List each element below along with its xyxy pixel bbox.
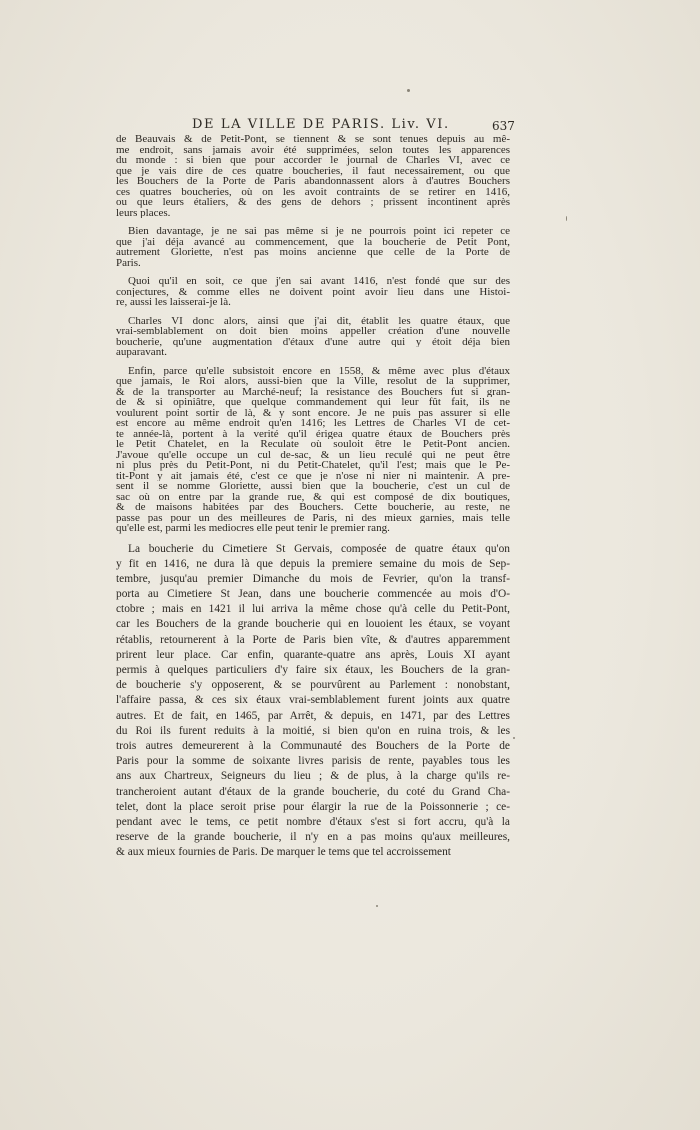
text-line: conjectures, & comme elles ne doivent point avoir lieu dans une Histoi- — [116, 286, 510, 297]
text-line: re, aussi les laisserai-je là. — [116, 297, 231, 308]
body-text — [116, 134, 510, 868]
text-line: Quoi qu'il en soit, ce que j'en sai avant 1416, n'est fondé que sur des — [128, 276, 510, 287]
text-line: prirent leur place. Car enfin, quarante-quatre ans après, Louis XI ayant — [116, 648, 510, 661]
text-line: autrement Gloriette, n'est pas moins ancienne que celle de la Porte de — [116, 247, 510, 258]
text-line: qu'elle est, parmi les mediocres elle peut tenir le premier rang. — [116, 523, 390, 534]
text-line: porta au Cimetiere St Jean, dans une boucherie commencée au mois d'O- — [116, 588, 510, 601]
paragraph — [116, 134, 510, 218]
text-line: pendant avec le tems, ce petit nombre d'étaux s'est si fort accru, qu'à la — [116, 815, 510, 828]
text-line: ans aux Chartreux, Seigneurs du lieu ; & de plus, à la charge qu'ils re- — [116, 770, 510, 783]
text-line: de Beauvais & de Petit-Pont, se tiennent & se sont tenues depuis au mê- — [116, 134, 510, 145]
text-line: & aux mieux fournies de Paris. De marquer le tems que tel accroissement — [116, 846, 451, 859]
text-line: l'affaire passa, & ces six étaux vrai-semblablement furent joints aux quatre — [116, 694, 510, 707]
text-line: que je vais dire de ces quatre boucheries, il faut necessairement, ou que — [116, 165, 510, 176]
text-line: leurs places. — [116, 207, 171, 218]
text-line: sent il se nomme Gloriette, aussi bien que la boucherie, c'est un cul de — [116, 481, 510, 492]
text-line: les Bouchers de la Porte de Paris abandonnassent alors à d'autres Bouchers — [116, 176, 510, 187]
running-title: DE LA VILLE DE PARIS. Liv. VI. — [192, 117, 450, 132]
text-line: Paris. — [116, 257, 141, 268]
paper-speck — [376, 905, 378, 907]
text-line: & de la transporter au Marché-neuf; la resistance des Bouchers fut si gran- — [116, 386, 510, 397]
text-line: ni plus près du Petit-Pont, ni du Petit-Chatelet, qu'il l'est; mais que le Pe- — [116, 460, 510, 471]
paragraph — [116, 542, 510, 861]
text-line: car les Bouchers de la grande boucherie qui en louoient les étaux, se voyant — [116, 618, 510, 631]
page-number: 637 — [492, 119, 515, 133]
text-line: est encore au même endroit qu'en 1416; les Lettres de Charles VI de cet- — [116, 418, 510, 429]
text-line: J'avoue qu'elle occupe un cul de-sac, & un lieu reculé qui ne peut être — [116, 449, 510, 460]
text-line: Charles VI donc alors, ainsi que j'ai dit, établit les quatre étaux, que — [128, 315, 510, 326]
paper-speck — [566, 216, 567, 221]
text-line: le Petit Chatelet, en la Reculate où souloit être le Petit-Pont ancien. — [116, 439, 510, 450]
text-line: reserve de la grande boucherie, il n'y en a pas moins qu'aux meilleures, — [116, 831, 510, 844]
text-line: trancheroient autant d'étaux de la grande boucherie, du coté du Grand Cha- — [116, 785, 510, 798]
text-line: Paris pour la somme de soixante livres parisis de rente, payables tous les — [116, 755, 510, 768]
text-line: ou que leurs étaliers, & des gens de dehors ; prissent incontinent après — [116, 197, 510, 208]
text-line: de boucherie s'y opposerent, & se pourvûrent au Parlement : nonobstant, — [116, 679, 510, 692]
text-line: y fit en 1416, ne dura là que depuis la premiere semaine du mois de Sep- — [116, 557, 510, 570]
text-line: auparavant. — [116, 347, 167, 358]
text-line: que jamais, le Roi alors, aussi-bien que la Ville, resolut de la supprimer, — [116, 376, 510, 387]
text-line: me endroit, sans jamais avoir été supprimées, selon toutes les apparences — [116, 144, 510, 155]
paragraph — [116, 276, 510, 308]
text-line: trois autres demeurerent à la Communauté des Bouchers de la Porte de — [116, 739, 510, 752]
text-line: du Roi ils furent reduits à la moitié, si bien qu'on en ruina trois, & les — [116, 724, 510, 737]
text-line: rétablis, retournerent à la Porte de Paris bien vîte, & d'autres apparemment — [116, 633, 510, 646]
text-line: permis à quelques particuliers d'y faire six étaux, les Bouchers de la gran- — [116, 664, 510, 676]
paragraph — [116, 316, 510, 358]
text-line: tit-Pont y ait jamais été, c'est ce que je n'ose ni nier ni maintenir. A pre- — [116, 470, 510, 481]
paper-speck — [407, 89, 410, 92]
paragraph — [116, 226, 510, 268]
text-line: boucherie, qu'une augmentation d'étaux d'une autre qui y étoit déja bien — [116, 336, 510, 347]
text-line: Bien davantage, je ne sai pas même si je ne pourrois point ici repeter ce — [128, 226, 510, 237]
text-line: tembre, jusqu'au premier Dimanche du mois de Fevrier, qu'on la transf- — [116, 572, 510, 585]
text-line: telet, dont la place seroit prise pour élargir la rue de la Poissonnerie ; ce- — [116, 800, 510, 813]
paragraph — [116, 366, 510, 534]
text-line: du monde : si bien que pour accorder le journal de Charles VI, avec ce — [116, 155, 510, 166]
text-line: sac où on entre par la grande rue, & qui est composé de dix boutiques, — [116, 491, 510, 502]
text-line: te année-là, portent à la verité qu'il érigea quatre étaux de Bouchers près — [116, 428, 510, 439]
text-line: ces quatres boucheries, où on les avoit contraints de se retirer en 1416, — [116, 186, 510, 197]
text-line: de & si opiniâtre, que quelque commandement qui leur fût fait, ils ne — [116, 397, 510, 408]
text-line: La boucherie du Cimetiere St Gervais, composée de quatre étaux qu'on — [128, 542, 510, 555]
text-line: voulurent point sortir de là, & y sont encore. Je ne puis pas assurer si elle — [116, 407, 510, 418]
text-line: autres. Et de fait, en 1465, par Arrêt, & depuis, en 1471, par des Lettres — [116, 709, 510, 722]
text-line: passe pas pour un des meilleures de Paris, ni des mieux garnies, mais telle — [116, 512, 510, 523]
text-line: Enfin, parce qu'elle subsistoit encore en 1558, & même avec plus d'étaux — [128, 365, 510, 376]
text-line: & de maisons habitées par des Bouchers. Cette boucherie, au reste, ne — [116, 502, 510, 513]
text-line: ctobre ; mais en 1421 il lui arriva la même chose qu'à celle du Petit-Pont, — [116, 603, 510, 616]
paper-speck — [513, 737, 515, 739]
text-line: que j'ai déja avancé au commencement, que la boucherie de Petit Pont, — [116, 236, 510, 247]
text-line: vrai-semblablement on doit bien moins appeller création d'une nouvelle — [116, 326, 510, 337]
